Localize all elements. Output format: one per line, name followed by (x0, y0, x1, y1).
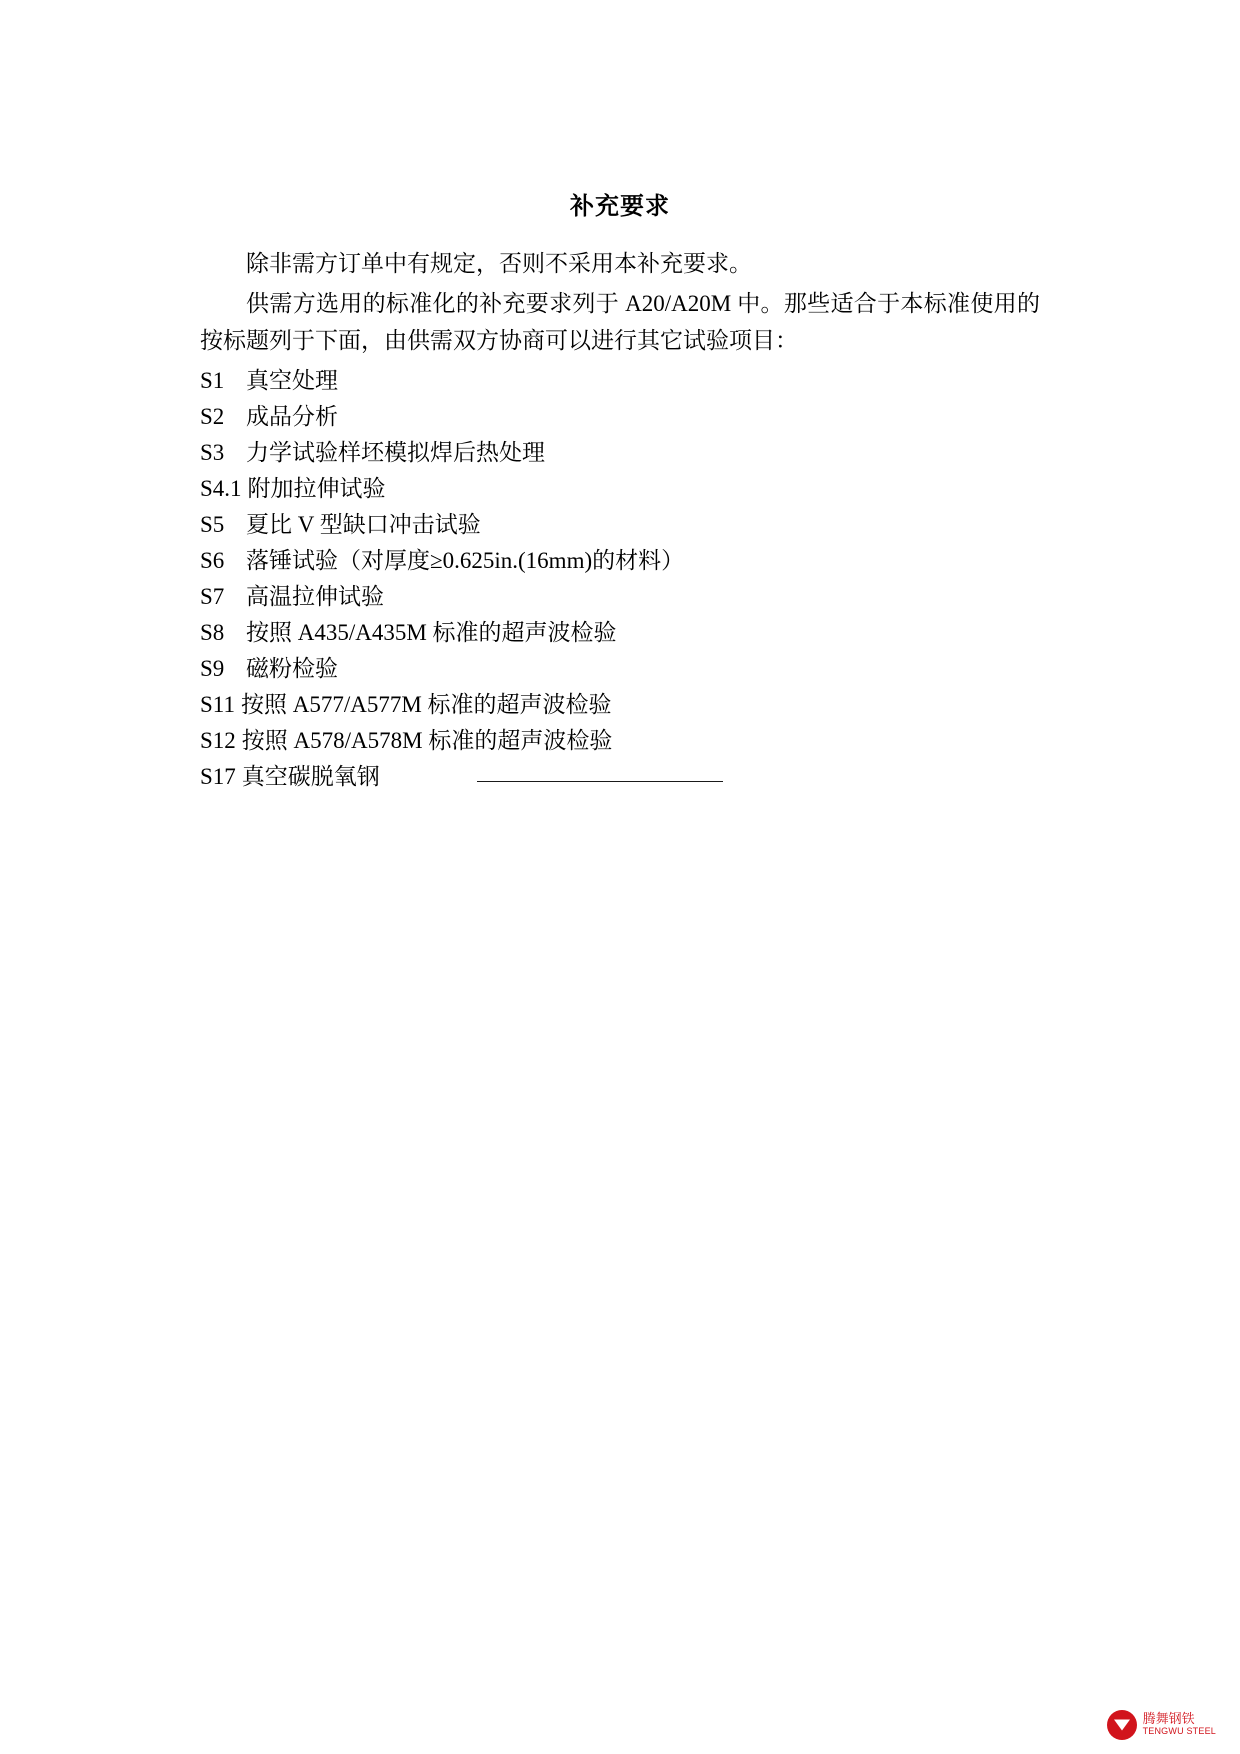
item-code: S5 (200, 512, 225, 537)
list-item (200, 507, 1040, 543)
item-text: 按照 A435/A435M 标准的超声波检验 (246, 620, 617, 645)
item-code: S1 (200, 368, 225, 393)
list-item (200, 723, 1040, 759)
item-text: 磁粉检验 (246, 656, 338, 681)
list-item (200, 651, 1040, 687)
item-code: S4.1 (200, 476, 242, 501)
document-body (200, 245, 1040, 795)
logo-name-cn: 腾舞钢铁 (1142, 1712, 1195, 1728)
list-item (200, 543, 1040, 579)
item-code: S7 (200, 584, 225, 609)
item-text: 高温拉伸试验 (246, 584, 384, 609)
section-divider (477, 781, 723, 782)
item-code: S3 (200, 440, 225, 465)
item-text: 成品分析 (246, 404, 338, 429)
logo-name-en: TENGWU STEEL (1142, 1726, 1216, 1737)
item-text: 附加拉伸试验 (247, 476, 386, 501)
list-item (200, 363, 1040, 399)
logo-text (1143, 1713, 1216, 1736)
supplementary-requirements-list (200, 363, 1040, 795)
item-text: 真空处理 (246, 368, 338, 393)
item-code: S8 (200, 620, 225, 645)
item-code: S6 (200, 548, 225, 573)
paragraph-2: 供需方选用的标准化的补充要求列于 A20/A20M 中。那些适合于本标准使用的按标题列于下面，由供需双方协商可以进行其它试验项目： (200, 291, 1040, 353)
item-code: S17 (200, 764, 236, 789)
item-text: 落锤试验（对厚度≥0.625in.(16mm)的材料） (246, 548, 685, 573)
page-title: 补充要求 (570, 192, 670, 220)
steel-logo-icon (1107, 1710, 1137, 1740)
list-item (200, 435, 1040, 471)
item-code: S2 (200, 404, 225, 429)
item-code: S9 (200, 656, 225, 681)
watermark-logo (1107, 1710, 1216, 1740)
list-item (200, 759, 1040, 795)
item-text: 按照 A577/A577M 标准的超声波检验 (240, 692, 612, 717)
item-code: S11 (200, 692, 235, 717)
paragraph-1: 除非需方订单中有规定，否则不采用本补充要求。 (246, 251, 752, 276)
list-item (200, 399, 1040, 435)
list-item (200, 687, 1040, 723)
list-item (200, 615, 1040, 651)
item-text: 真空碳脱氧钢 (241, 764, 380, 789)
list-item (200, 471, 1040, 507)
item-text: 按照 A578/A578M 标准的超声波检验 (241, 728, 613, 753)
item-text: 夏比 V 型缺口冲击试验 (246, 512, 481, 537)
list-item (200, 579, 1040, 615)
item-text: 力学试验样坯模拟焊后热处理 (246, 440, 545, 465)
item-code: S12 (200, 728, 236, 753)
